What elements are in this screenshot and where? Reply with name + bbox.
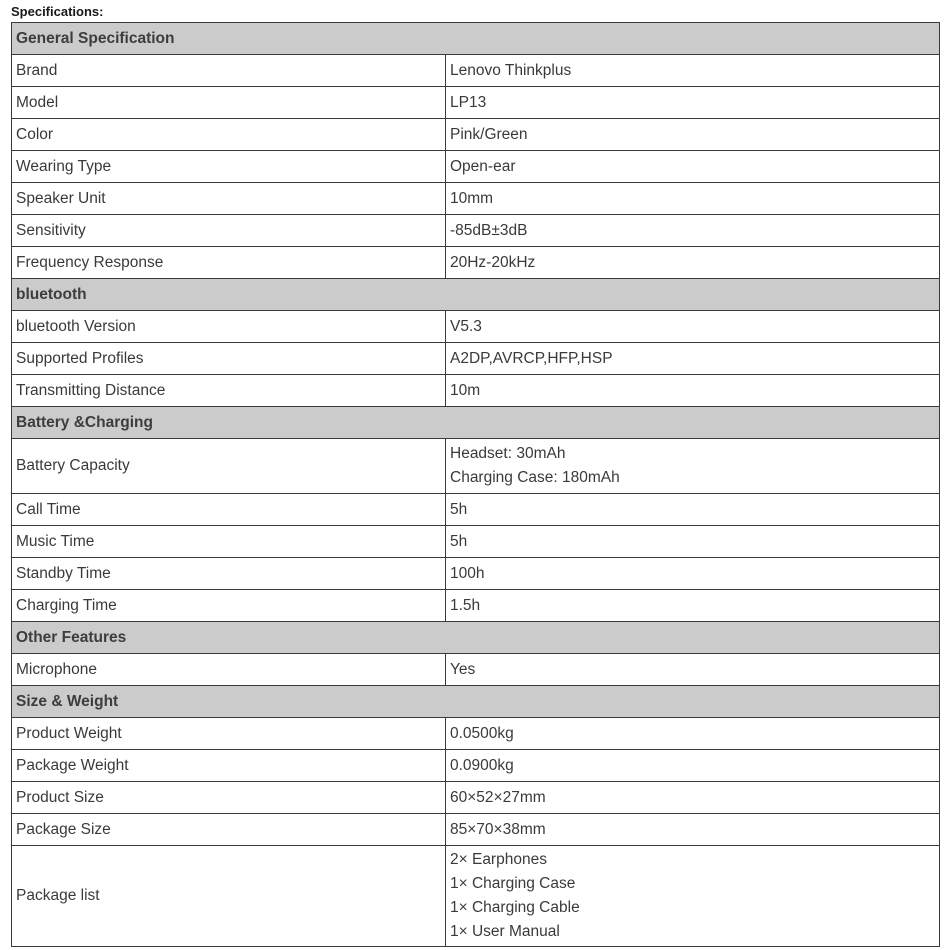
spec-row-model xyxy=(12,87,940,119)
spec-label: Color xyxy=(12,119,446,151)
spec-row-package-weight xyxy=(12,750,940,782)
spec-row-standby-time xyxy=(12,558,940,590)
spec-value: 10mm xyxy=(446,183,940,215)
spec-label: Sensitivity xyxy=(12,215,446,247)
spec-label: Frequency Response xyxy=(12,247,446,279)
spec-value-line: Charging Case: 180mAh xyxy=(450,469,620,486)
spec-row-brand xyxy=(12,55,940,87)
spec-value-line: 1× User Manual xyxy=(450,923,560,940)
spec-value: 10m xyxy=(446,375,940,407)
spec-row-color xyxy=(12,119,940,151)
spec-row-bluetooth-version xyxy=(12,311,940,343)
spec-row-package-size xyxy=(12,814,940,846)
section-title: General Specification xyxy=(12,23,940,55)
spec-value-line: 1× Charging Case xyxy=(450,875,576,892)
section-header-bluetooth xyxy=(12,279,940,311)
spec-row-microphone xyxy=(12,654,940,686)
spec-row-supported-profiles xyxy=(12,343,940,375)
section-header-battery xyxy=(12,407,940,439)
spec-value: Open-ear xyxy=(446,151,940,183)
spec-value: 60×52×27mm xyxy=(446,782,940,814)
spec-label: Model xyxy=(12,87,446,119)
section-title: Other Features xyxy=(12,622,940,654)
spec-label: Charging Time xyxy=(12,590,446,622)
spec-value-line: Headset: 30mAh xyxy=(450,445,566,462)
spec-value-line: 1× Charging Cable xyxy=(450,899,580,916)
page-title: Specifications: xyxy=(11,4,104,19)
spec-value: 1.5h xyxy=(446,590,940,622)
spec-value: V5.3 xyxy=(446,311,940,343)
spec-value-line: 2× Earphones xyxy=(450,851,547,868)
spec-row-frequency-response xyxy=(12,247,940,279)
spec-label: Transmitting Distance xyxy=(12,375,446,407)
spec-value xyxy=(446,439,940,494)
spec-row-product-size xyxy=(12,782,940,814)
spec-label: Call Time xyxy=(12,494,446,526)
section-header-general xyxy=(12,23,940,55)
spec-label: Supported Profiles xyxy=(12,343,446,375)
section-title: bluetooth xyxy=(12,279,940,311)
section-header-other-features xyxy=(12,622,940,654)
spec-label: bluetooth Version xyxy=(12,311,446,343)
spec-label: Package Weight xyxy=(12,750,446,782)
spec-label: Standby Time xyxy=(12,558,446,590)
spec-row-charging-time xyxy=(12,590,940,622)
spec-row-product-weight xyxy=(12,718,940,750)
spec-value: Lenovo Thinkplus xyxy=(446,55,940,87)
spec-row-wearing-type xyxy=(12,151,940,183)
spec-row-battery-capacity xyxy=(12,439,940,494)
spec-label: Package list xyxy=(12,846,446,947)
spec-value: 100h xyxy=(446,558,940,590)
spec-value: 20Hz-20kHz xyxy=(446,247,940,279)
spec-value: 5h xyxy=(446,526,940,558)
spec-label: Package Size xyxy=(12,814,446,846)
spec-value xyxy=(446,846,940,947)
spec-value: 0.0900kg xyxy=(446,750,940,782)
spec-label: Music Time xyxy=(12,526,446,558)
spec-value: -85dB±3dB xyxy=(446,215,940,247)
section-title: Size & Weight xyxy=(12,686,940,718)
spec-label: Product Size xyxy=(12,782,446,814)
spec-label: Microphone xyxy=(12,654,446,686)
spec-label: Product Weight xyxy=(12,718,446,750)
specifications-table xyxy=(11,22,940,947)
spec-value: 5h xyxy=(446,494,940,526)
spec-row-music-time xyxy=(12,526,940,558)
section-header-size-weight xyxy=(12,686,940,718)
spec-row-speaker-unit xyxy=(12,183,940,215)
spec-value: 0.0500kg xyxy=(446,718,940,750)
spec-label: Brand xyxy=(12,55,446,87)
spec-label: Battery Capacity xyxy=(12,439,446,494)
spec-value: Yes xyxy=(446,654,940,686)
spec-value: 85×70×38mm xyxy=(446,814,940,846)
section-title: Battery &Charging xyxy=(12,407,940,439)
spec-row-package-list xyxy=(12,846,940,947)
spec-row-call-time xyxy=(12,494,940,526)
spec-row-sensitivity xyxy=(12,215,940,247)
spec-value: LP13 xyxy=(446,87,940,119)
spec-value: A2DP,AVRCP,HFP,HSP xyxy=(446,343,940,375)
spec-value: Pink/Green xyxy=(446,119,940,151)
spec-label: Speaker Unit xyxy=(12,183,446,215)
spec-label: Wearing Type xyxy=(12,151,446,183)
spec-row-transmitting-distance xyxy=(12,375,940,407)
